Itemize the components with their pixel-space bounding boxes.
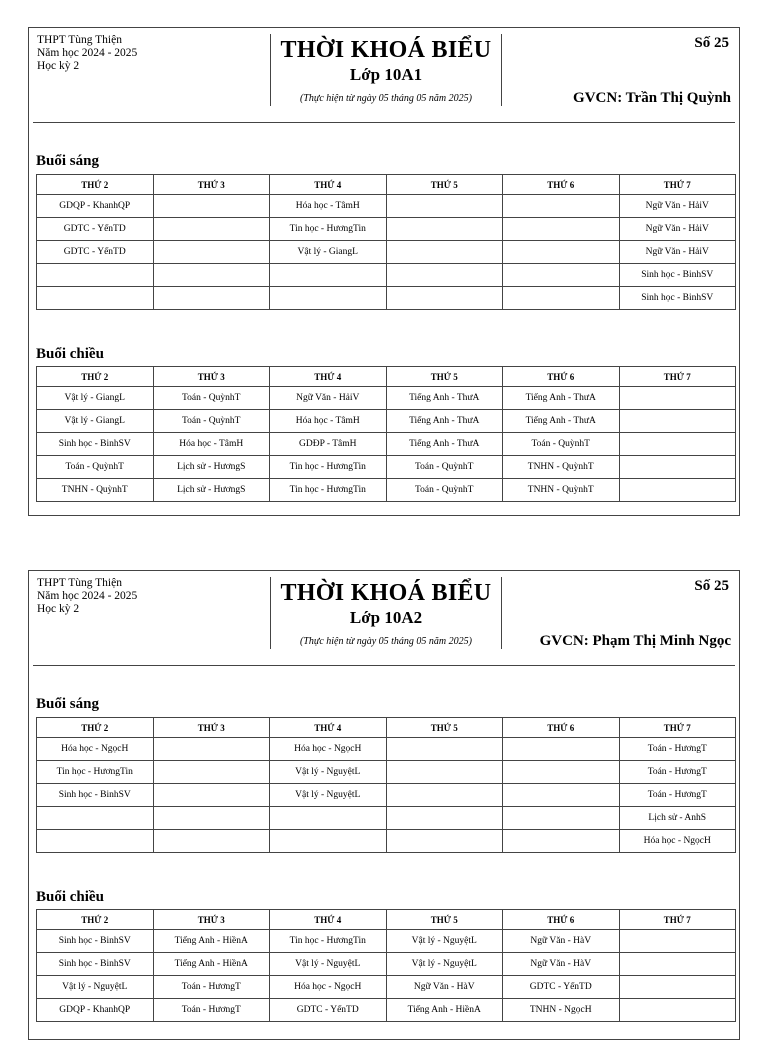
table-row: [37, 456, 736, 479]
table-cell: [386, 218, 503, 241]
table-row: [37, 976, 736, 999]
header-cell: THỨ 7: [619, 718, 736, 738]
table-cell: [386, 264, 503, 287]
school-term: Học kỳ 2: [37, 60, 80, 72]
table-row: [37, 807, 736, 830]
table-cell: [153, 218, 270, 241]
table-header-row: [37, 910, 736, 930]
header-cell: THỨ 7: [619, 175, 736, 195]
page-title: THỜI KHOÁ BIỂU: [280, 37, 492, 63]
effective-period: (Thực hiện từ ngày 05 tháng 05 năm 2025): [299, 636, 472, 647]
table-cell: Ngữ Văn - HảiV: [619, 241, 736, 264]
title-box: [270, 34, 502, 106]
table-cell: Tiếng Anh - HiềnA: [153, 953, 270, 976]
class-name: Lớp 10A1: [349, 65, 423, 84]
table-cell: [619, 479, 736, 502]
table-cell: Ngữ Văn - HảiV: [270, 387, 387, 410]
table-cell: [386, 784, 503, 807]
table-cell: GDTC - YếnTD: [37, 218, 154, 241]
header-cell: THỨ 5: [386, 367, 503, 387]
table-row: [37, 761, 736, 784]
table-cell: Toán - QuỳnhT: [37, 456, 154, 479]
afternoon-table: [36, 909, 736, 1022]
table-cell: Toán - QuỳnhT: [153, 387, 270, 410]
table-cell: [270, 830, 387, 853]
table-cell: [153, 241, 270, 264]
table-cell: [37, 807, 154, 830]
school-year: Năm học 2024 - 2025: [37, 590, 138, 602]
table-cell: [153, 738, 270, 761]
table-cell: [619, 930, 736, 953]
table-header-row: [37, 367, 736, 387]
table-cell: [503, 784, 620, 807]
header-cell: THỨ 3: [153, 175, 270, 195]
table-cell: Tiếng Anh - ThưA: [503, 387, 620, 410]
session-label-afternoon: Buổi chiều: [36, 346, 104, 362]
table-cell: Sinh học - BinhSV: [619, 287, 736, 310]
table-cell: [37, 830, 154, 853]
school-name: THPT Tùng Thiện: [37, 577, 122, 589]
table-cell: Tin học - HươngTin: [37, 761, 154, 784]
table-cell: [503, 761, 620, 784]
table-cell: [503, 830, 620, 853]
table-cell: Toán - HươngT: [619, 761, 736, 784]
table-row: [37, 387, 736, 410]
table-cell: TNHN - QuỳnhT: [37, 479, 154, 502]
table-cell: GDĐP - TâmH: [270, 433, 387, 456]
table-cell: [619, 387, 736, 410]
table-cell: [503, 218, 620, 241]
table-cell: [503, 287, 620, 310]
sheet-header: [29, 571, 739, 656]
table-cell: [386, 830, 503, 853]
table-cell: Sinh học - BinhSV: [37, 953, 154, 976]
table-cell: Vật lý - GiangL: [37, 387, 154, 410]
table-cell: Sinh học - BinhSV: [37, 784, 154, 807]
table-cell: Hóa học - NgọcH: [270, 976, 387, 999]
header-cell: THỨ 7: [619, 367, 736, 387]
table-cell: Lịch sử - HươngS: [153, 456, 270, 479]
header-cell: THỨ 3: [153, 910, 270, 930]
session-label-morning: Buổi sáng: [36, 696, 99, 712]
table-cell: Tin học - HươngTin: [270, 479, 387, 502]
session-label-afternoon: Buổi chiều: [36, 889, 104, 905]
table-cell: Ngữ Văn - HàV: [386, 976, 503, 999]
school-name: THPT Tùng Thiện: [37, 34, 122, 46]
table-cell: [619, 433, 736, 456]
table-cell: Vật lý - NguyệtL: [386, 953, 503, 976]
table-cell: Toán - QuỳnhT: [386, 479, 503, 502]
homeroom-teacher: GVCN: Trần Thị Quỳnh: [573, 90, 731, 106]
header-cell: THỨ 2: [37, 175, 154, 195]
table-cell: [37, 287, 154, 310]
table-cell: Toán - QuỳnhT: [153, 410, 270, 433]
table-row: [37, 264, 736, 287]
table-cell: Tin học - HươngTin: [270, 930, 387, 953]
header-cell: THỨ 7: [619, 910, 736, 930]
table-cell: Sinh học - BinhSV: [619, 264, 736, 287]
class-name: Lớp 10A2: [349, 608, 423, 627]
table-row: [37, 953, 736, 976]
table-cell: Lịch sử - AnhS: [619, 807, 736, 830]
sheet-header: [29, 28, 739, 113]
header-cell: THỨ 4: [270, 910, 387, 930]
table-row: [37, 930, 736, 953]
table-cell: Toán - HươngT: [619, 784, 736, 807]
table-cell: Vật lý - NguyệtL: [270, 953, 387, 976]
header-cell: THỨ 5: [386, 910, 503, 930]
school-info: [37, 34, 137, 73]
table-cell: Vật lý - GiangL: [270, 241, 387, 264]
table-cell: Ngữ Văn - HảiV: [619, 195, 736, 218]
morning-table: [36, 174, 736, 310]
table-cell: Lịch sử - HươngS: [153, 479, 270, 502]
table-cell: [619, 953, 736, 976]
table-cell: [619, 456, 736, 479]
table-cell: [619, 999, 736, 1022]
header-divider: [33, 665, 735, 666]
table-cell: Tiếng Anh - ThưA: [503, 410, 620, 433]
table-cell: [386, 738, 503, 761]
table-cell: Hóa học - NgọcH: [619, 830, 736, 853]
table-cell: Toán - QuỳnhT: [503, 433, 620, 456]
table-cell: [270, 807, 387, 830]
timetable-sheet-10a1: [28, 27, 740, 516]
table-cell: Vật lý - NguyệtL: [270, 784, 387, 807]
table-cell: [503, 195, 620, 218]
table-cell: TNHN - QuỳnhT: [503, 456, 620, 479]
session-label-morning: Buổi sáng: [36, 153, 99, 169]
table-cell: Sinh học - BinhSV: [37, 433, 154, 456]
table-header-row: [37, 175, 736, 195]
table-cell: Tin học - HươngTin: [270, 456, 387, 479]
table-cell: [270, 264, 387, 287]
table-row: [37, 738, 736, 761]
table-cell: GDTC - YếnTD: [270, 999, 387, 1022]
table-cell: Toán - HươngT: [619, 738, 736, 761]
table-cell: [619, 410, 736, 433]
header-cell: THỨ 4: [270, 175, 387, 195]
table-cell: Hóa học - NgọcH: [37, 738, 154, 761]
table-cell: [386, 195, 503, 218]
table-cell: Tiếng Anh - HiềnA: [386, 999, 503, 1022]
table-cell: Hóa học - NgọcH: [270, 738, 387, 761]
table-cell: Ngữ Văn - HảiV: [619, 218, 736, 241]
table-cell: [153, 830, 270, 853]
table-cell: GDTC - YếnTD: [503, 976, 620, 999]
table-row: [37, 410, 736, 433]
timetable-sheet-10a2: [28, 570, 740, 1040]
table-cell: [153, 287, 270, 310]
table-cell: [386, 761, 503, 784]
table-cell: [153, 761, 270, 784]
table-cell: [270, 287, 387, 310]
header-divider: [33, 122, 735, 123]
school-year: Năm học 2024 - 2025: [37, 47, 138, 59]
table-cell: Hóa học - TâmH: [270, 195, 387, 218]
table-cell: [386, 807, 503, 830]
table-cell: Tiếng Anh - HiềnA: [153, 930, 270, 953]
timetable-number: Số 25: [694, 578, 729, 594]
table-cell: [503, 241, 620, 264]
title-box: [270, 577, 502, 649]
header-cell: THỨ 4: [270, 718, 387, 738]
header-cell: THỨ 6: [503, 367, 620, 387]
table-cell: [503, 264, 620, 287]
school-term: Học kỳ 2: [37, 603, 80, 615]
header-cell: THỨ 2: [37, 718, 154, 738]
table-cell: Hóa học - TâmH: [270, 410, 387, 433]
table-cell: [386, 287, 503, 310]
table-row: [37, 433, 736, 456]
header-cell: THỨ 6: [503, 910, 620, 930]
table-row: [37, 195, 736, 218]
header-cell: THỨ 3: [153, 367, 270, 387]
table-cell: [503, 738, 620, 761]
header-cell: THỨ 3: [153, 718, 270, 738]
table-cell: GDTC - YếnTD: [37, 241, 154, 264]
table-cell: Toán - HươngT: [153, 976, 270, 999]
table-cell: GDQP - KhanhQP: [37, 195, 154, 218]
homeroom-teacher: GVCN: Phạm Thị Minh Ngọc: [539, 633, 731, 649]
effective-period: (Thực hiện từ ngày 05 tháng 05 năm 2025): [299, 93, 472, 104]
table-cell: Vật lý - NguyệtL: [386, 930, 503, 953]
header-cell: THỨ 6: [503, 175, 620, 195]
timetable-number: Số 25: [694, 35, 729, 51]
table-cell: Ngữ Văn - HàV: [503, 953, 620, 976]
table-cell: [153, 807, 270, 830]
header-cell: THỨ 5: [386, 718, 503, 738]
morning-table: [36, 717, 736, 853]
table-row: [37, 784, 736, 807]
header-cell: THỨ 6: [503, 718, 620, 738]
table-cell: Ngữ Văn - HàV: [503, 930, 620, 953]
table-cell: [153, 264, 270, 287]
table-cell: Tin học - HươngTin: [270, 218, 387, 241]
table-header-row: [37, 718, 736, 738]
table-row: [37, 479, 736, 502]
header-cell: THỨ 4: [270, 367, 387, 387]
table-row: [37, 830, 736, 853]
table-cell: GDQP - KhanhQP: [37, 999, 154, 1022]
table-cell: Vật lý - GiangL: [37, 410, 154, 433]
table-cell: Vật lý - NguyệtL: [37, 976, 154, 999]
header-cell: THỨ 2: [37, 367, 154, 387]
table-cell: [503, 807, 620, 830]
table-cell: Sinh học - BinhSV: [37, 930, 154, 953]
table-cell: [37, 264, 154, 287]
table-row: [37, 241, 736, 264]
table-row: [37, 218, 736, 241]
table-cell: Tiếng Anh - ThưA: [386, 410, 503, 433]
header-cell: THỨ 2: [37, 910, 154, 930]
table-cell: Toán - HươngT: [153, 999, 270, 1022]
table-cell: [386, 241, 503, 264]
table-row: [37, 999, 736, 1022]
table-cell: Tiếng Anh - ThưA: [386, 387, 503, 410]
school-info: [37, 577, 137, 616]
table-cell: Tiếng Anh - ThưA: [386, 433, 503, 456]
table-cell: Hóa học - TâmH: [153, 433, 270, 456]
table-cell: Toán - QuỳnhT: [386, 456, 503, 479]
page-title: THỜI KHOÁ BIỂU: [280, 580, 492, 606]
table-cell: TNHN - NgọcH: [503, 999, 620, 1022]
table-cell: [153, 195, 270, 218]
afternoon-table: [36, 366, 736, 502]
table-cell: TNHN - QuỳnhT: [503, 479, 620, 502]
table-cell: [153, 784, 270, 807]
table-row: [37, 287, 736, 310]
table-cell: Vật lý - NguyệtL: [270, 761, 387, 784]
table-cell: [619, 976, 736, 999]
header-cell: THỨ 5: [386, 175, 503, 195]
